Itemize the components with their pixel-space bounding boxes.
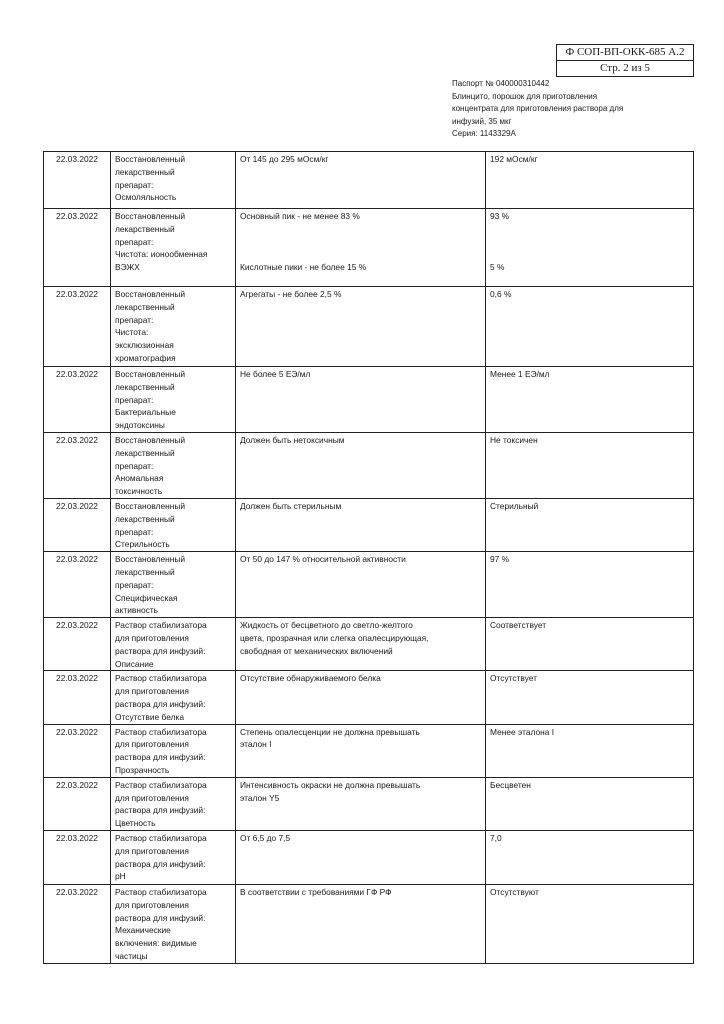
test-date: 22.03.2022	[44, 618, 111, 671]
subject-line: препарат:	[115, 460, 154, 471]
subject-line: Раствор стабилизатора	[115, 886, 207, 897]
subject-line: лекарственный	[115, 447, 175, 458]
result-line: Соответствует	[490, 620, 547, 631]
test-result	[486, 884, 694, 963]
spec-line: свободная от механических включений	[240, 645, 393, 656]
subject-line: эксклюзионная	[115, 340, 174, 351]
test-date: 22.03.2022	[44, 367, 111, 433]
subject-line: для приготовления	[115, 739, 189, 750]
result-line: Не токсичен	[490, 434, 538, 445]
test-subject	[111, 287, 236, 367]
test-specification	[236, 367, 486, 433]
subject-line: Восстановленный	[115, 211, 186, 221]
subject-line: препарат:	[115, 394, 154, 405]
subject-line: Осмоляльность	[115, 192, 177, 203]
subject-line: Раствор стабилизатора	[115, 620, 207, 631]
test-date: 22.03.2022	[44, 884, 111, 963]
subject-line: для приготовления	[115, 792, 189, 803]
subject-line: лекарственный	[115, 381, 175, 392]
test-subject	[111, 432, 236, 498]
test-specification	[236, 777, 486, 830]
subject-line: раствора для инфузий:	[115, 698, 206, 709]
subject-line: раствора для инфузий:	[115, 912, 206, 923]
test-result	[486, 671, 694, 724]
test-date: 22.03.2022	[44, 432, 111, 498]
spec-line: Должен быть нетоксичным	[240, 434, 345, 445]
spec-line: Основный пик - не менее 83 %	[240, 211, 360, 221]
test-subject	[111, 724, 236, 777]
test-subject	[111, 152, 236, 209]
subject-line: раствора для инфузий:	[115, 752, 206, 763]
test-result	[486, 432, 694, 498]
result-line: Менее 1 ЕЭ/мл	[490, 369, 550, 379]
table-row	[44, 432, 694, 498]
batch-number: Серия: 1143329А	[452, 129, 516, 139]
table-row	[44, 777, 694, 830]
subject-line: препарат:	[115, 314, 154, 325]
subject-line: Чистота: ионообменная	[115, 249, 208, 260]
result-line: 0,6 %	[490, 289, 512, 299]
page-number: Стр. 2 из 5	[557, 60, 693, 76]
subject-line: Механические	[115, 925, 171, 936]
subject-line: Восстановленный	[115, 369, 186, 379]
result-line: Стерильный	[490, 500, 539, 511]
passport-header	[452, 78, 692, 141]
subject-line: Бактериальные	[115, 407, 176, 418]
subject-line: Раствор стабилизатора	[115, 673, 207, 684]
result-line: 97 %	[490, 554, 510, 565]
result-line: 192 мОсм/кг	[490, 154, 538, 164]
product-name-line-1: Блинцито, порошок для приготовления	[452, 91, 598, 101]
test-subject	[111, 830, 236, 884]
subject-line: препарат:	[115, 179, 154, 190]
result-line: Менее эталона I	[490, 726, 555, 737]
subject-line: Чистота:	[115, 327, 149, 338]
spacer	[490, 223, 689, 261]
test-date: 22.03.2022	[44, 671, 111, 724]
test-results-table	[43, 151, 694, 964]
subject-line: лекарственный	[115, 301, 175, 312]
subject-line: Цветность	[115, 818, 156, 829]
test-date: 22.03.2022	[44, 152, 111, 209]
table-row	[44, 367, 694, 433]
test-subject	[111, 671, 236, 724]
test-specification	[236, 152, 486, 209]
spec-line: Не более 5 ЕЭ/мл	[240, 369, 311, 379]
spec-line: В соответствии с требованиями ГФ РФ	[240, 886, 392, 897]
passport-number: Паспорт № 040000310442	[452, 79, 550, 88]
table-row	[44, 618, 694, 671]
subject-line: Описание	[115, 658, 154, 669]
subject-line: Раствор стабилизатора	[115, 779, 207, 790]
spec-line: Интенсивность окраски не должна превышать	[240, 779, 421, 790]
subject-line: включения: видимые	[115, 938, 197, 949]
subject-line: раствора для инфузий:	[115, 858, 206, 869]
subject-line: для приготовления	[115, 632, 189, 643]
subject-line: эндотоксины	[115, 420, 165, 431]
subject-line: для приготовления	[115, 899, 189, 910]
subject-line: токсичность	[115, 486, 163, 497]
spec-line: От 145 до 295 мОсм/кг	[240, 154, 329, 164]
test-date: 22.03.2022	[44, 287, 111, 367]
subject-line: раствора для инфузий:	[115, 805, 206, 816]
subject-line: pH	[115, 871, 126, 882]
subject-line: Специфическая	[115, 592, 178, 603]
subject-line: препарат:	[115, 236, 154, 247]
test-date: 22.03.2022	[44, 724, 111, 777]
table-row	[44, 498, 694, 551]
test-date: 22.03.2022	[44, 830, 111, 884]
subject-line: для приготовления	[115, 845, 189, 856]
test-result	[486, 830, 694, 884]
table-row	[44, 830, 694, 884]
spec-line: Агрегаты - не более 2,5 %	[240, 289, 342, 299]
subject-line: Отсутствие белка	[115, 711, 184, 722]
form-code-box	[556, 44, 694, 77]
subject-line: частицы	[115, 950, 148, 961]
test-specification	[236, 724, 486, 777]
subject-line: Восстановленный	[115, 154, 186, 164]
form-code: Ф СОП-ВП-ОКК-685 А.2	[565, 46, 685, 58]
subject-line: Раствор стабилизатора	[115, 832, 207, 843]
test-result	[486, 724, 694, 777]
test-date: 22.03.2022	[44, 777, 111, 830]
spec-line: Должен быть стерильным	[240, 500, 342, 511]
test-result	[486, 287, 694, 367]
subject-line: Восстановленный	[115, 554, 186, 565]
test-result	[486, 209, 694, 287]
test-subject	[111, 618, 236, 671]
test-date: 22.03.2022	[44, 552, 111, 618]
test-specification	[236, 287, 486, 367]
table-row	[44, 152, 694, 209]
spec-line: От 6,5 до 7,5	[240, 832, 291, 843]
subject-line: Раствор стабилизатора	[115, 726, 207, 737]
subject-line: лекарственный	[115, 513, 175, 524]
result-line: 93 %	[490, 211, 510, 221]
subject-line: для приготовления	[115, 686, 189, 697]
subject-line: ВЭЖХ	[115, 262, 140, 273]
subject-line: препарат:	[115, 526, 154, 537]
spec-line: Жидкость от бесцветного до светло-желтого	[240, 620, 413, 631]
result-line: 5 %	[490, 261, 505, 272]
table-row	[44, 671, 694, 724]
subject-line: лекарственный	[115, 166, 175, 177]
subject-line: Стерильность	[115, 539, 170, 550]
test-result	[486, 777, 694, 830]
test-specification	[236, 432, 486, 498]
spec-line: Степень опалесценции не должна превышать	[240, 726, 420, 737]
test-subject	[111, 498, 236, 551]
subject-line: активность	[115, 605, 159, 616]
subject-line: Восстановленный	[115, 289, 186, 299]
table-row	[44, 884, 694, 963]
subject-line: Восстановленный	[115, 500, 186, 511]
test-date: 22.03.2022	[44, 498, 111, 551]
test-result	[486, 367, 694, 433]
test-result	[486, 152, 694, 209]
test-specification	[236, 830, 486, 884]
result-line: 7,0	[490, 832, 502, 843]
spec-line: цвета, прозрачная или слегка опалесцирующая,	[240, 632, 429, 643]
table-row	[44, 287, 694, 367]
test-subject	[111, 552, 236, 618]
spacer	[240, 223, 481, 261]
spec-line: От 50 до 147 % относительной активности	[240, 554, 406, 565]
test-subject	[111, 777, 236, 830]
subject-line: препарат:	[115, 579, 154, 590]
result-line: Отсутствуют	[490, 886, 539, 897]
test-specification	[236, 618, 486, 671]
test-result	[486, 618, 694, 671]
test-specification	[236, 671, 486, 724]
product-name-line-3: инфузий, 35 мкг	[452, 116, 512, 126]
spec-line: эталон I	[240, 739, 272, 750]
spec-line: Кислотные пики - не более 15 %	[240, 261, 367, 272]
spec-line: эталон Y5	[240, 792, 280, 803]
test-specification	[236, 498, 486, 551]
subject-line: раствора для инфузий:	[115, 645, 206, 656]
test-subject	[111, 367, 236, 433]
test-specification	[236, 209, 486, 287]
table-row	[44, 209, 694, 287]
test-specification	[236, 552, 486, 618]
test-date: 22.03.2022	[44, 209, 111, 287]
subject-line: Восстановленный	[115, 434, 186, 445]
subject-line: Аномальная	[115, 473, 164, 484]
table-row	[44, 724, 694, 777]
subject-line: лекарственный	[115, 566, 175, 577]
test-subject	[111, 884, 236, 963]
test-result	[486, 498, 694, 551]
product-name-line-2: концентрата для приготовления раствора для	[452, 104, 624, 114]
result-line: Отсутствует	[490, 673, 537, 684]
test-subject	[111, 209, 236, 287]
subject-line: хроматография	[115, 352, 176, 363]
spec-line: Отсутствие обнаруживаемого белка	[240, 673, 381, 684]
result-line: Бесцветен	[490, 779, 531, 790]
subject-line: лекарственный	[115, 223, 175, 234]
subject-line: Прозрачность	[115, 764, 170, 775]
test-result	[486, 552, 694, 618]
test-specification	[236, 884, 486, 963]
table-row	[44, 552, 694, 618]
